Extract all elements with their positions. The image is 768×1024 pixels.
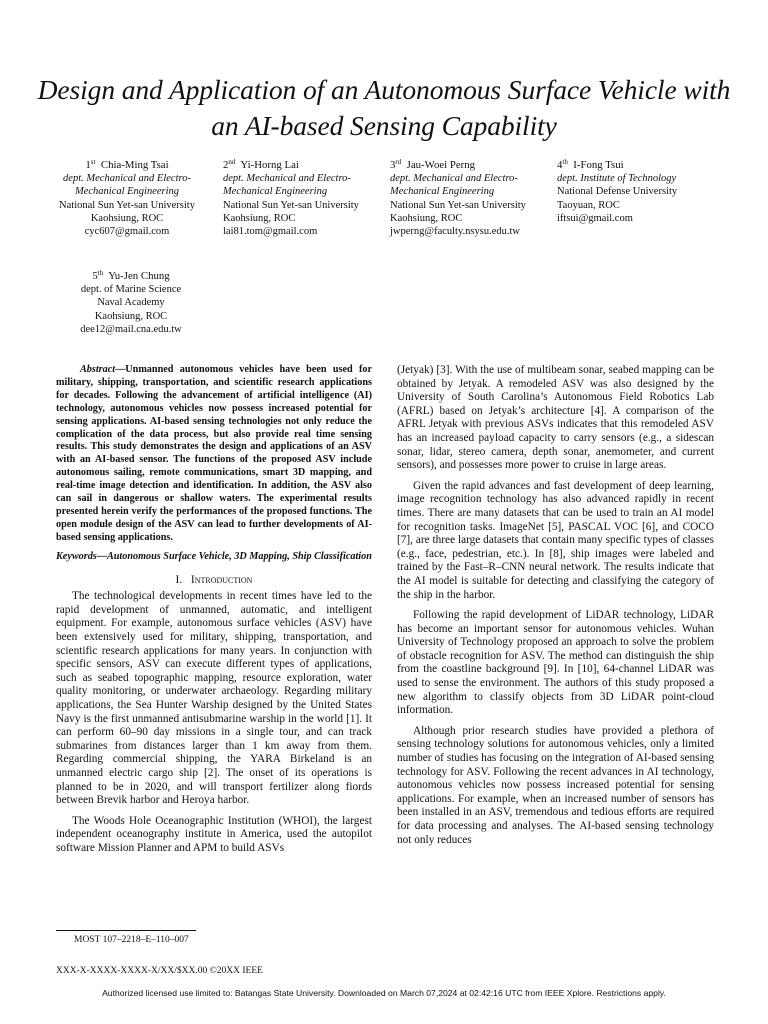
paragraph: Given the rapid advances and fast development of deep learning, image recognition technology has also advanced rapidly in recent times. There are many datasets that can be used to train an AI model for recognition tasks. ImageNet [5], PASCAL VOC [6], and COCO [7], are three large datasets that contain many specific types of classes (e.g., face, pedestrian, etc.). In [8], ship images were labeled and trained by the Fast–R–CNN neural network. The results indicate that the AI model is suitable for detecting and classifying the category of the ship in the harbor. — [397, 479, 714, 601]
author-name-text: Chia-Ming Tsai — [100, 159, 169, 171]
author-name — [56, 270, 206, 283]
author-ordinal-suffix: th — [97, 269, 104, 277]
author-dept: dept. Mechanical and Electro-Mechanical Engineering — [63, 173, 191, 198]
author-ordinal: 1 — [85, 159, 91, 171]
author-org: Naval Academy — [97, 297, 165, 309]
abstract-text: —Unmanned autonomous vehicles have been used for military, shipping, transportation, and scientific research applications for decades. Following the advancement of artificial intelligence (AI) technology, autonomous vehicles now possess increased potential for sensing applications. AI-based sensing technologies not only reduce the complication of the data process, but also provide real time sensing results. This study demonstrates the design and applications of an ASV with an AI-based sensor. The functions of the proposed ASV include autonomous sailing, remote communications, smart 3D mapping, and real-time image detection and identification. In addition, the ASV also can sail in dangerous or shallow waters. The experimental results presented herein verify the performances of the proposed functions. The open module design of the ASV can lead to further developments of AI-based sensing applications. — [56, 364, 372, 543]
author-city: Kaohsiung, ROC — [90, 212, 164, 224]
paragraph: (Jetyak) [3]. With the use of multibeam sonar, seabed mapping can be obtained by Jetyak. A remodeled ASV was also designed by the University of South Carolina’s Autonomous Field Robotics Lab (AFRL) based on Jetyak’s architecture [4]. A comparison of the AFRL Jetyak with previous ASVs indicates that this remodeled ASV has an increased payload capacity to carry sensors (e.g., a sidescan sonar, lidar, stereo camera, depth sonar, anemometer, and current sensors), and possesses more power to cruise in large areas. — [397, 364, 714, 472]
left-column — [56, 364, 372, 855]
author-ordinal-suffix: st — [90, 158, 96, 166]
author-org: National Sun Yet-san University — [223, 199, 359, 211]
author-dept: dept. Mechanical and Electro-Mechanical Engineering — [390, 173, 518, 198]
author-name-text: Yu-Jen Chung — [108, 270, 170, 282]
license-banner: Authorized licensed use limited to: Batangas State University. Downloaded on March 07,2024 at 02:42:16 UTC from IEEE Xplore. Restrictions apply. — [102, 988, 666, 998]
author-email: lai81.tom@gmail.com — [223, 226, 318, 238]
author-name — [56, 159, 198, 172]
author-city: Kaohsiung, ROC — [94, 310, 168, 322]
author-name — [390, 159, 540, 172]
author-name-text: Yi-Horng Lai — [240, 159, 299, 171]
paragraph: Following the rapid development of LiDAR technology, LiDAR has become an important sensor for autonomous vehicles. Wuhan University of Technology proposed an approach to solve the problem of obstacle recognition for ASV. The method can distinguish the ship from the coastline background [9]. In [10], 64-channel LiDAR was used to sense the environment. The authors of this study proposed a new algorithm to classify objects from 3D LiDAR point-cloud information. — [397, 609, 714, 717]
author-org: National Sun Yet-san University — [390, 199, 526, 211]
author-block-1 — [56, 159, 198, 238]
author-ordinal-suffix: th — [562, 158, 568, 166]
author-ordinal: 3 — [390, 159, 396, 171]
author-email: dee12@mail.cna.edu.tw — [80, 323, 182, 335]
paragraph: The technological developments in recent times have led to the rapid development of unmanned, automatic, and intelligent equipment. For example, autonomous surface vehicles (ASV) have been extensively used for military, shipping, transportation, and scientific research applications for many years. In conjunction with specific sensors, ASV can execute different types of applications, such as seabed topographic mapping, resource exploration, water quality monitoring, or underwater archaeology. Regarding military applications, the Sea Hunter Warship designed by the United States Navy is the first unmanned antisubmarine warship in the world [1]. It can perform 60–90 day missions in a single tour, and can track submarines from distances larger than 1 km away from them. Regarding commercial shipping, the YARA Birkeland is an unmanned electric cargo ship [2]. The onset of its operations is planned to be in 2020, and will transport fertilizer along fiords between Brevik harbor and Heroya harbor. — [56, 590, 372, 807]
author-name-text: Jau-Woei Perng — [406, 159, 476, 171]
section-heading — [56, 574, 372, 588]
author-block-4 — [557, 159, 717, 225]
author-ordinal-suffix: rd — [395, 158, 402, 166]
author-dept: dept. of Marine Science — [80, 284, 182, 296]
abstract-lead: Abstract — [80, 364, 116, 375]
author-block-3 — [390, 159, 540, 238]
author-block-5 — [56, 270, 206, 336]
author-dept: dept. Mechanical and Electro-Mechanical Engineering — [223, 173, 351, 198]
author-dept: dept. Institute of Technology — [557, 173, 677, 185]
author-ordinal-suffix: nd — [228, 158, 236, 166]
author-name — [223, 159, 373, 172]
footnote: MOST 107–2218–E–110–007 — [74, 935, 189, 945]
author-email: jwperng@faculty.nsysu.edu.tw — [390, 226, 521, 238]
section-number: I. — [175, 573, 183, 586]
author-name-text: I-Fong Tsui — [573, 159, 624, 171]
paper-title: Design and Application of an Autonomous Surface Vehicle with an AI-based Sensing Capability — [37, 74, 731, 141]
author-email: iftsui@gmail.com — [557, 212, 633, 224]
author-name — [557, 159, 717, 172]
footnote-rule — [56, 930, 196, 931]
section-title: Introduction — [190, 573, 253, 586]
author-ordinal: 2 — [223, 159, 229, 171]
author-block-2 — [223, 159, 373, 238]
author-ordinal: 5 — [92, 270, 98, 282]
author-city: Kaohsiung, ROC — [223, 212, 296, 224]
author-city: Kaohsiung, ROC — [390, 212, 463, 224]
paragraph: The Woods Hole Oceanographic Institution (WHOI), the largest independent oceanography institute in America, used the autopilot software Mission Planner and APM to build ASVs — [56, 814, 372, 854]
keywords: Keywords—Autonomous Surface Vehicle, 3D Mapping, Ship Classification — [56, 550, 372, 562]
copyright-line: XXX-X-XXXX-XXXX-X/XX/$XX.00 ©20XX IEEE — [56, 966, 263, 976]
author-ordinal: 4 — [557, 159, 563, 171]
author-city: Taoyuan, ROC — [557, 199, 620, 211]
author-email: cyc607@gmail.com — [84, 226, 170, 238]
right-column — [397, 364, 714, 847]
abstract — [56, 364, 372, 545]
author-org: National Defense University — [557, 186, 678, 198]
author-org: National Sun Yet-san University — [59, 199, 195, 211]
paragraph: Although prior research studies have provided a plethora of sensing technology solutions for autonomous vehicles, only a limited number of studies has focusing on the integration of AI-based sensing technology for ASV. Following the recent advances in AI technology, autonomous vehicles now possess increased potential for sensing applications. For example, when an increased number of sensors has been installed in an ASV, tremendous and tedious efforts are required for data processing and analyses. The AI-based sensing technology not only reduces — [397, 724, 714, 846]
